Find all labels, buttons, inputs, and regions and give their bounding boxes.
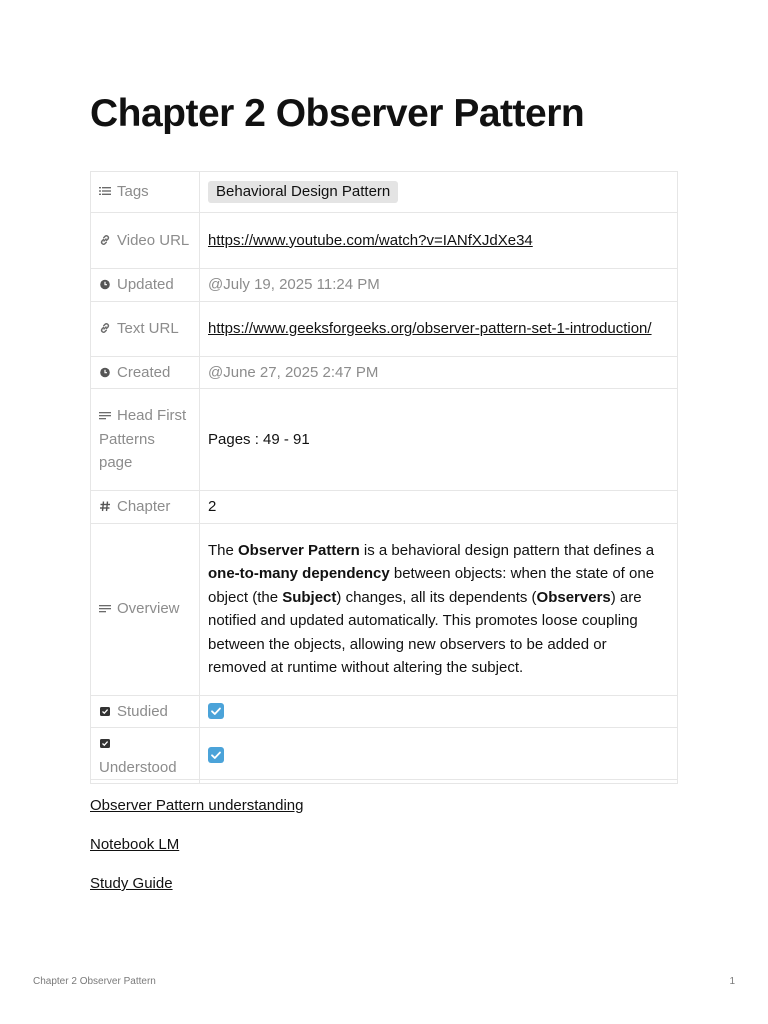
section-divider bbox=[90, 779, 678, 780]
property-row-head-first bbox=[91, 389, 678, 491]
property-row-studied bbox=[91, 695, 678, 728]
footer-document-title: Chapter 2 Observer Pattern bbox=[33, 976, 156, 987]
overview-bold-run: one-to-many dependency bbox=[208, 565, 390, 582]
property-label-chapter bbox=[91, 491, 200, 524]
property-value-studied bbox=[200, 695, 678, 728]
property-label-text: Updated bbox=[117, 276, 174, 293]
overview-text-run: between objects: when the state of one object (the bbox=[208, 565, 655, 606]
property-label-understood bbox=[91, 728, 200, 784]
property-row-updated bbox=[91, 269, 678, 302]
property-row-created bbox=[91, 356, 678, 389]
list-icon bbox=[99, 185, 111, 197]
property-value-text-url bbox=[200, 301, 678, 356]
property-row-overview bbox=[91, 523, 678, 695]
property-row-chapter bbox=[91, 491, 678, 524]
property-label-text: Understood bbox=[99, 758, 177, 776]
property-label-text-url bbox=[91, 301, 200, 356]
footer-page-number: 1 bbox=[729, 976, 735, 987]
clock-icon bbox=[99, 278, 111, 290]
link-observer-pattern-understanding[interactable]: Observer Pattern understanding bbox=[90, 797, 304, 814]
overview-text-run: is a behavioral design pattern that defines a bbox=[359, 541, 655, 559]
property-label-head-first bbox=[91, 389, 200, 491]
text-lines-icon bbox=[99, 409, 111, 421]
property-label-text: Studied bbox=[117, 702, 168, 720]
chapter-number: 2 bbox=[208, 498, 217, 515]
property-row-text-url bbox=[91, 301, 678, 356]
overview-bold-run: Subject bbox=[282, 588, 337, 606]
property-label-text: Overview bbox=[117, 600, 180, 618]
property-value-created bbox=[200, 356, 678, 389]
properties-table bbox=[90, 171, 678, 784]
updated-timestamp: @July 19, 2025 11:24 PM bbox=[208, 276, 380, 293]
checkbox-icon bbox=[99, 705, 111, 717]
property-value-understood bbox=[200, 728, 678, 784]
checkbox-icon bbox=[99, 737, 111, 749]
property-label-text: Text URL bbox=[117, 319, 179, 337]
property-label-studied bbox=[91, 695, 200, 728]
text-url-link[interactable]: https://www.geeksforgeeks.org/observer-pattern-set-1-introduction/ bbox=[208, 319, 652, 337]
property-value-video-url bbox=[200, 213, 678, 269]
property-label-overview bbox=[91, 523, 200, 695]
overview-text-run: ) changes, all its dependents ( bbox=[336, 588, 537, 606]
property-label-text: Tags bbox=[117, 183, 149, 201]
property-row-video-url bbox=[91, 213, 678, 269]
created-timestamp: @June 27, 2025 2:47 PM bbox=[208, 363, 379, 381]
overview-bold-run: Observer Pattern bbox=[238, 541, 360, 559]
understood-checkbox[interactable] bbox=[208, 747, 224, 763]
property-label-updated bbox=[91, 269, 200, 302]
property-label-video-url bbox=[91, 213, 200, 269]
video-url-link[interactable]: https://www.youtube.com/watch?v=IANfXJdXe34 bbox=[208, 231, 533, 249]
property-label-text: Video URL bbox=[117, 231, 190, 249]
property-value-overview bbox=[200, 523, 678, 695]
property-label-tags bbox=[91, 172, 200, 213]
overview-text bbox=[208, 539, 669, 680]
tag-chip[interactable]: Behavioral Design Pattern bbox=[208, 181, 398, 203]
property-label-text: Chapter bbox=[117, 498, 171, 515]
text-lines-icon bbox=[99, 602, 111, 614]
property-value-tags bbox=[200, 172, 678, 213]
link-study-guide[interactable]: Study Guide bbox=[90, 875, 173, 892]
property-label-text: Head First Patterns page bbox=[99, 407, 187, 472]
link-icon bbox=[99, 322, 111, 334]
property-label-created bbox=[91, 356, 200, 389]
overview-text-run: The bbox=[208, 541, 239, 559]
property-value-updated bbox=[200, 269, 678, 302]
hash-icon bbox=[99, 500, 111, 512]
clock-icon bbox=[99, 366, 111, 378]
property-value-chapter bbox=[200, 491, 678, 524]
property-value-head-first bbox=[200, 389, 678, 491]
page-title: Chapter 2 Observer Pattern bbox=[90, 92, 585, 135]
studied-checkbox[interactable] bbox=[208, 703, 224, 719]
property-row-understood bbox=[91, 728, 678, 784]
link-icon bbox=[99, 234, 111, 246]
overview-bold-run: Observers bbox=[536, 588, 611, 606]
property-label-text: Created bbox=[117, 363, 171, 381]
overview-text-run: ) are notified and updated automatically. This promotes loose coupling between the objects, allowing new observers to be added or removed at runtime without altering the subject. bbox=[208, 588, 642, 676]
property-row-tags bbox=[91, 172, 678, 213]
head-first-pages: Pages : 49 - 91 bbox=[208, 430, 310, 448]
link-notebook-lm[interactable]: Notebook LM bbox=[90, 836, 180, 853]
